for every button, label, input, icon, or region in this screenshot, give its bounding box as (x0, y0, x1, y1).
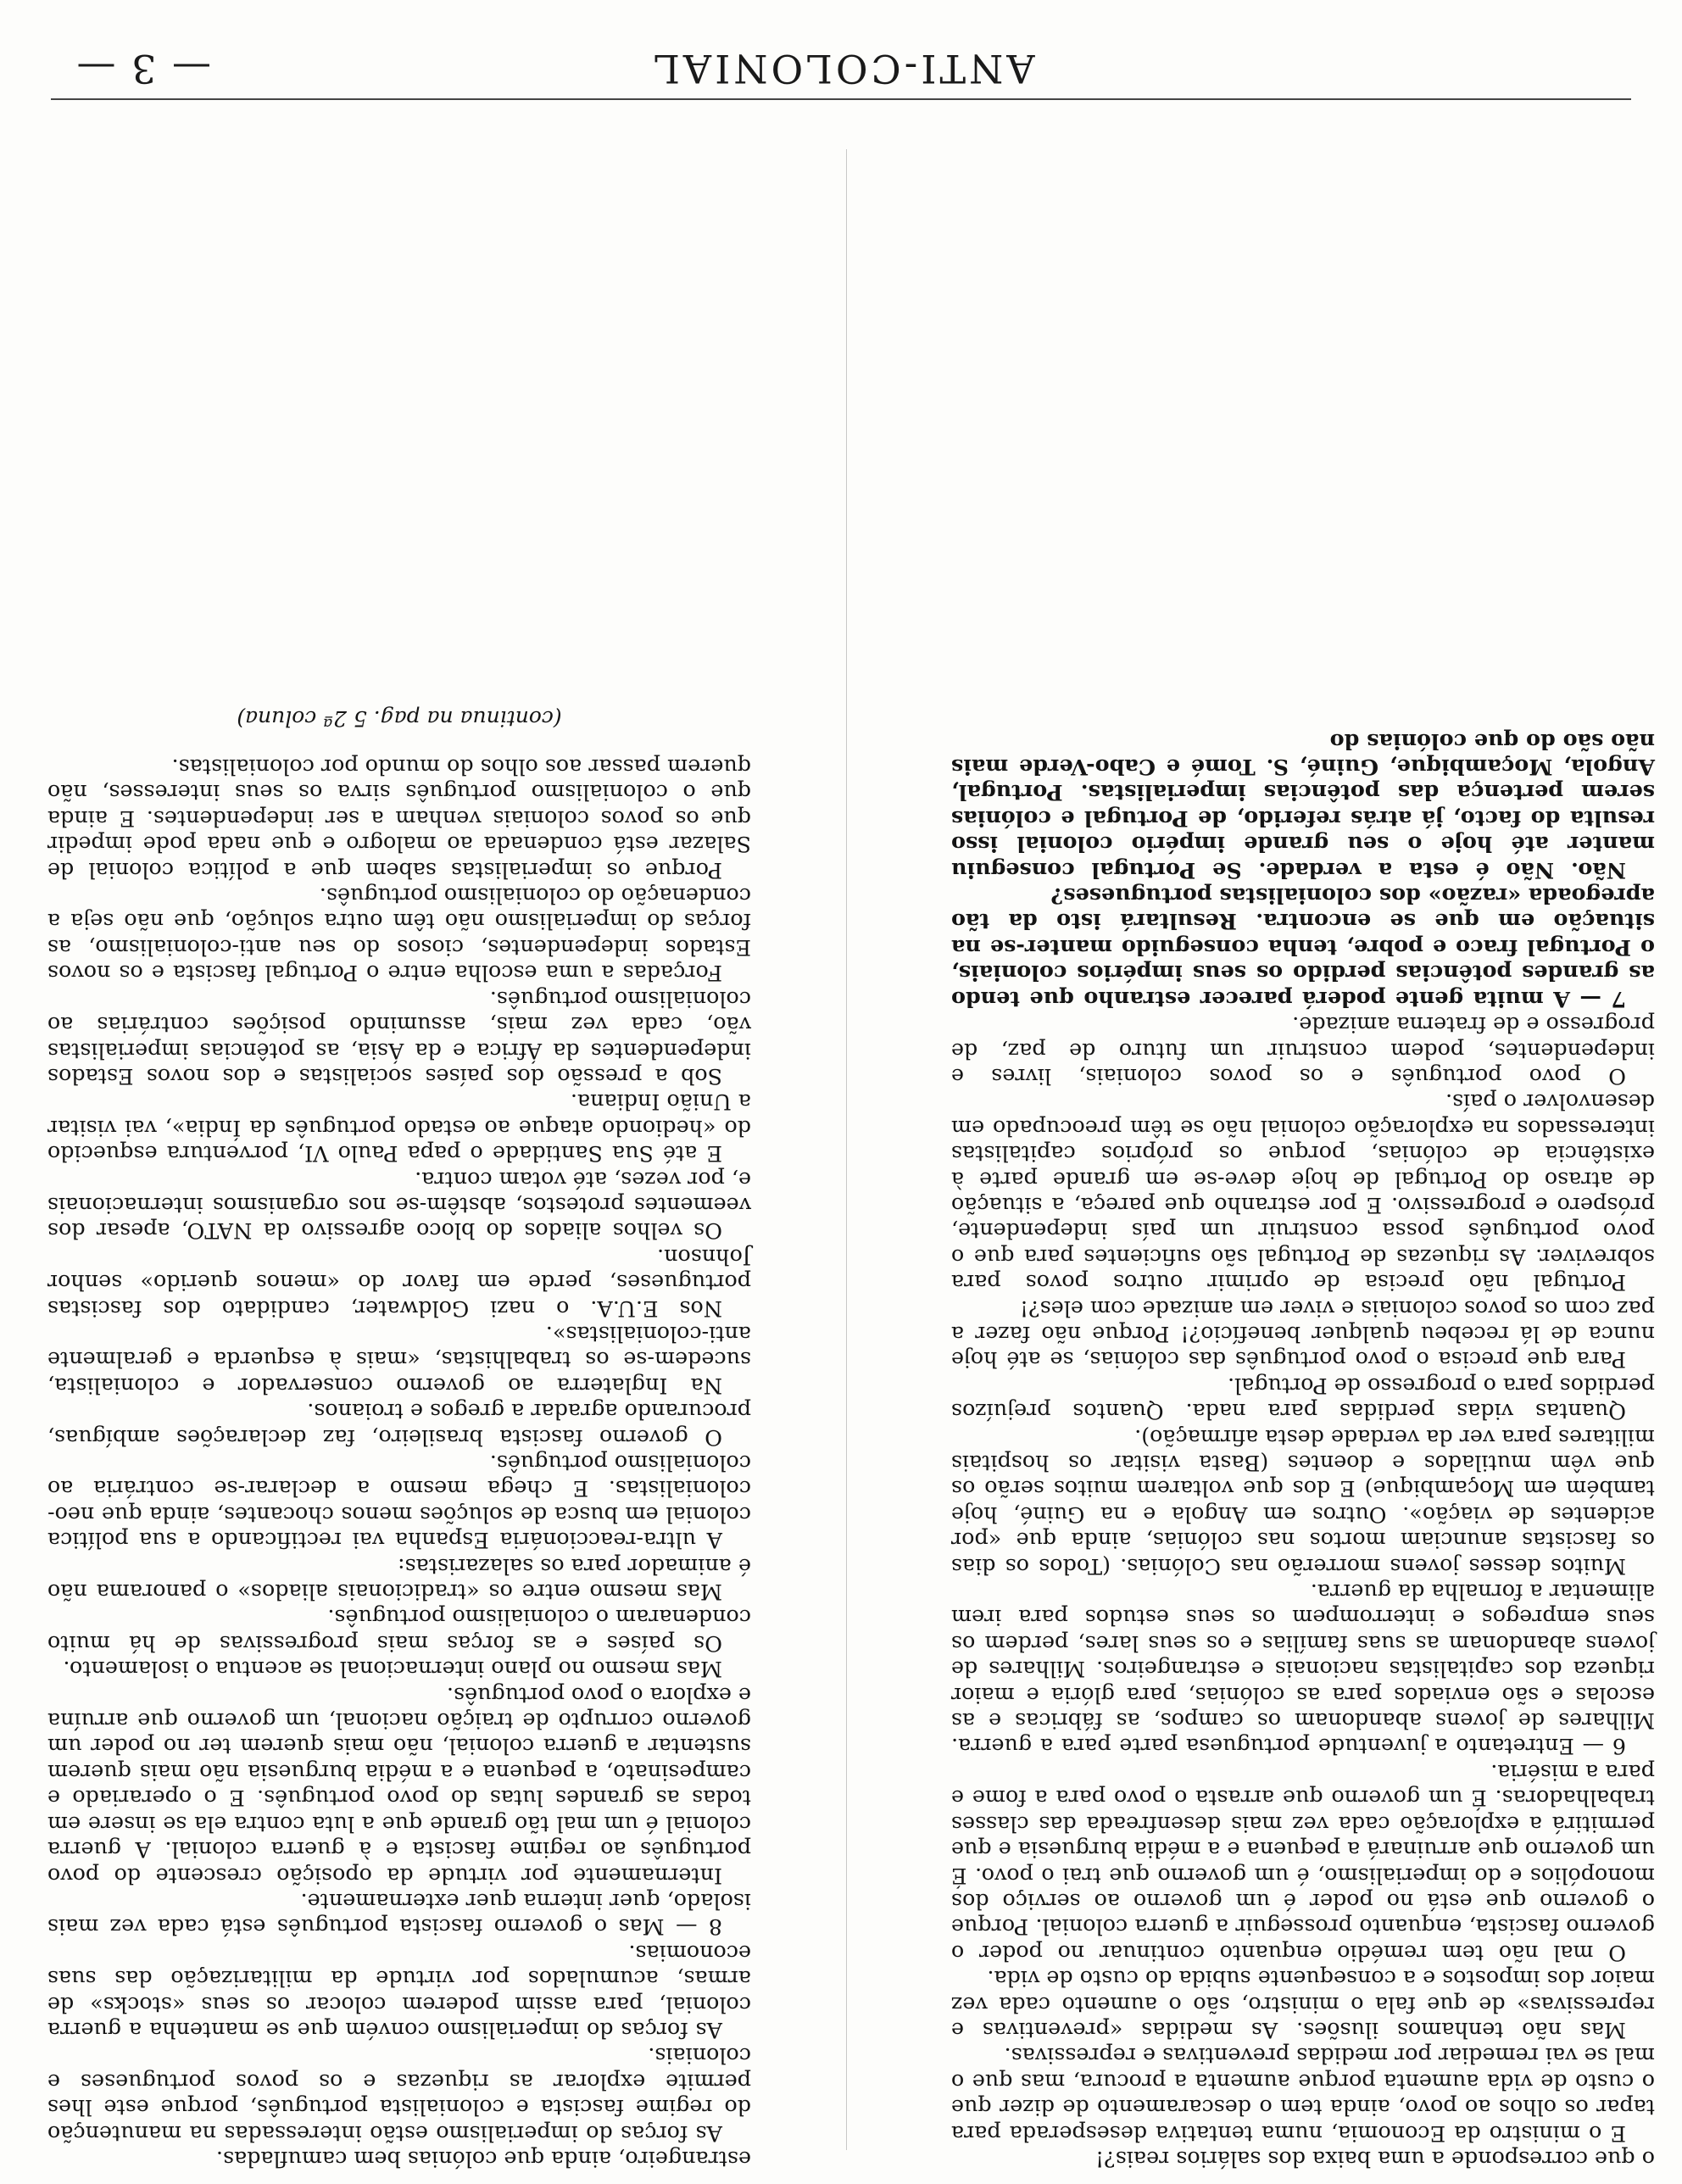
article-paragraph: E até Sua Santidade o papa Paulo VI, porventura esquecido do «hediondo ataque ao estado português da Índia», vai visitar a União Indiana. (47, 1089, 751, 1167)
article-paragraph: Muitos desses jovens morrerão nas Colónias. (Todos os dias os fascistas anunciam mortos nas colónias, ainda que «por acidentes de viação». Outros em Angola e na Guiné, hoje também em Moçambique) E dos que voltarem muitos serão os que vêm mutilados e doentes (Basta visitar os hospitais militares para ver da verdade desta afirmação). (951, 1424, 1655, 1580)
article-paragraph: Forçadas a uma escolha entre o Portugal fascista e os novos Estados independentes, ciosos do seu anti-colonialismo, as forças do imperialismo não têm outra solução, que não seja a condenação do colonialismo português. (47, 883, 751, 987)
right-column (47, 705, 751, 2172)
newspaper-title: ANTI-COLONIAL (650, 46, 1035, 92)
article-paragraph: Mas mesmo entre os «tradicionais aliados» o panorama não é animador para os salazaristas: (47, 1553, 751, 1606)
article-paragraph: Nos E.U.A. o nazi Goldwater, candidato dos fascistas portugueses, perde em favor do «menos querido» senhor Johnson. (47, 1244, 751, 1322)
header-rule (51, 98, 1631, 100)
article-paragraph: Portugal não precisa de oprimir outros povos para sobreviver. As riquezas de Portugal são suficientes para que o povo português possa construir um país independente, próspero e progressivo. E por estranho que pareça, a situação de atraso do Portugal de hoje deve-se em grande parte à existência de colónias, porque os próprios capitalistas interessados na exploração colonial não se têm preocupado em desenvolver o país. (951, 1089, 1655, 1296)
article-paragraph: 8 — Mas o governo fascista português está cada vez mais isolado, quer interna quer externamente. (47, 1888, 751, 1941)
article-paragraph: Mas não tenhamos ilusões. As medidas «preventivas e repressivas» de que fala o ministro, são o aumento cada vez maior dos impostos e a consequente subida do custo de vida. (951, 1966, 1655, 2043)
article-paragraph: Internamente por virtude da oposição crescente do povo português ao regime fascista e à guerra colonial. A guerra colonial é um mal tão grande que a luta contra ela se insere em todas as grandes lutas do povo português. E o operariado e campesinato, a pequena e a média burguesia não mais querem sustentar a guerra colonial, não mais querem ter no poder um governo corrupto de traição nacional, um governo que arruína e explora o povo português. (47, 1682, 751, 1889)
article-paragraph: A ultra-reaccionária Espanha vai rectificando a sua política colonial em busca de soluções menos chocantes, ainda que neo-colonialistas. E chega mesmo a declarar-se contrária ao colonialismo português. (47, 1451, 751, 1554)
article-paragraph: Sob a pressão dos países socialistas e dos novos Estados independentes da África e da Ásia, as potências imperialistas vão, cada vez mais, assumindo posições contrárias ao colonialismo português. (47, 986, 751, 1089)
article-paragraph: estrangeiro, ainda que colónias bem camufladas. (215, 2147, 751, 2172)
article-paragraph: Para que precisa o povo português das colónias, se até hoje nunca de lá recebeu qualquer benefício?! Porque não fazer a paz com os povos coloniais e viver em amizade com eles?! (951, 1295, 1655, 1373)
article-paragraph: Os países e as forças mais progressivas de há muito condenaram o colonialismo português. (47, 1605, 751, 1657)
left-column (951, 728, 1655, 2172)
page-header (0, 41, 1682, 92)
continued-note: (continua na pag. 5 2ª coluna) (237, 705, 562, 731)
article-paragraph: Porque os imperialistas sabem que a política colonial de Salazar está condenada ao malogro e que nada pode impedir que os povos coloniais venham a ser independentes. E ainda que o colonialismo português sirva os seus interesses, não querem passar aos olhos do mundo por colonialistas. (47, 755, 751, 883)
article-paragraph: Os velhos aliados do bloco agressivo da NATO, apesar dos veementes protestos, abstêm-se nos organismos internacionais e, por vezes, até votam contra. (47, 1167, 751, 1245)
article-paragraph: 6 — Entretanto a juventude portuguesa parte para a guerra. Milhares de jovens abandonam os campos, as fábricas e as escolas e são enviados para as colónias, para glória e maior riqueza dos capitalistas nacionais e estrangeiros. Milhares de jovens abandonam as suas famílias e os seus lares, perdem os seus empregos e interrompem os seus estudos para irem alimentar a fornalha da guerra. (951, 1580, 1655, 1760)
article-paragraph: O povo português e os povos coloniais, livres e independentes, podem construir um futuro de paz, de progresso e de fraterna amizade. (951, 1012, 1655, 1089)
article-paragraph: O governo fascista brasileiro, faz declarações ambíguas, procurando agradar a gregos e troianos. (47, 1399, 751, 1451)
page-number: — 3 — (75, 46, 211, 92)
article-paragraph: As forças do imperialismo estão interessadas na manutenção do regime fascista e colonialista português, porque este lhes permite explorar as riquezas e os povos portugueses e coloniais. (47, 2043, 751, 2147)
article-paragraph: o que corresponde a uma baixa dos salários reais?! (1094, 2147, 1655, 2172)
column-divider (846, 149, 847, 2150)
article-paragraph: Não. Não é esta a verdade. Se Portugal conseguiu manter até hoje o seu grande império colonial isso resulta do facto, já atrás referido, de Portugal e colónias serem pertença das potências imperialistas. Portugal, Angola, Moçambique, Guiné, S. Tomé e Cabo-Verde mais não são do que colónias do (951, 728, 1655, 883)
article-paragraph: 7 — A muita gente poderá parecer estranho que tendo as grandes potências perdido os seus impérios coloniais, o Portugal fraco e pobre, tenha conseguido manter-se na situação em que se encontra. Resultará isto da tão apregoada «razão» dos colonialistas portugueses? (951, 883, 1655, 1012)
article-paragraph: E o ministro da Economia, numa tentativa desesperada para tapar os olhos ao povo, ainda tem o descaramento de dizer que o custo de vida aumenta porque aumenta a procura, mas que o mal se vai remediar por medidas preventivas e repressivas. (951, 2043, 1655, 2147)
article-paragraph: As forças do imperialismo convém que se mantenha a guerra colonial, para assim poderem colocar os seus «stocks» de armas, acumulados por virtude da militarização das suas economias. (47, 1940, 751, 2043)
article-paragraph: O mal não tem remédio enquanto continuar no poder o governo fascista, enquanto prosseguir a guerra colonial. Porque o governo que está no poder é um governo ao serviço dos monopólios e do imperialismo, é um governo que trai o povo. É um governo que arruinará a pequena e a média burguesia e que permitirá a exploração cada vez mais desenfreada das classes trabalhadoras. É um governo que arrasta o povo para a fome e para a miséria. (951, 1759, 1655, 1966)
article-paragraph: Na Inglaterra ao governo conservador e colonialista, sucedem-se os trabalhistas, «mais à esquerda e geralmente anti-colonialistas». (47, 1322, 751, 1399)
article-paragraph: Mas mesmo no plano internacional se acentua o isolamento. (63, 1657, 722, 1683)
article-paragraph: Quantas vidas perdidas para nada. Quantos prejuízos perdidos para o progresso de Portugal. (951, 1373, 1655, 1425)
